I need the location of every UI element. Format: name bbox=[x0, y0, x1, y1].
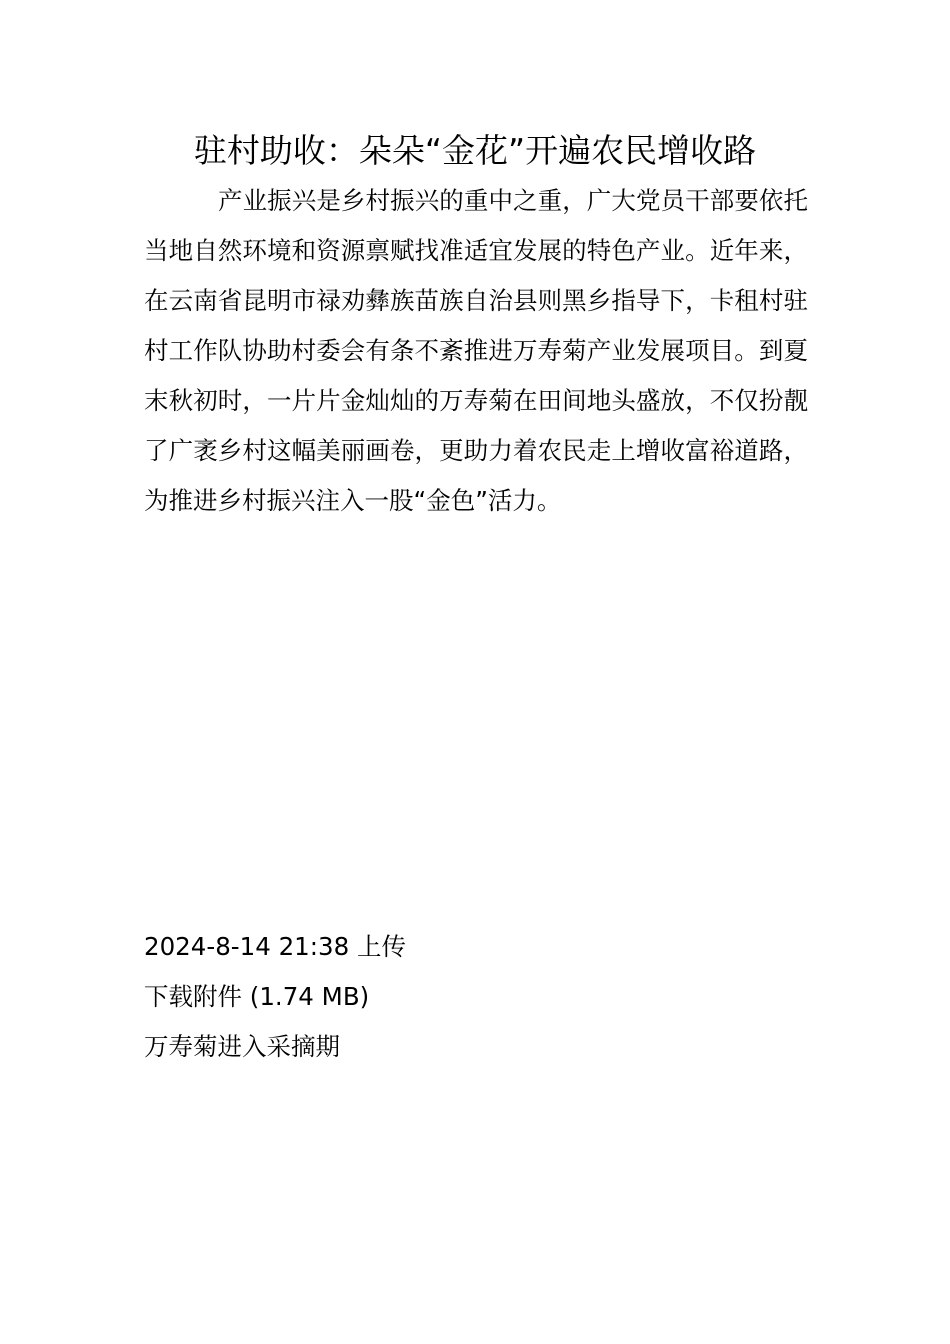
download-attachment-link[interactable]: 下载附件 (1.74 MB) bbox=[144, 982, 370, 1011]
article-title: 驻村助收：朵朵“金花”开遍农民增收路 bbox=[193, 131, 757, 170]
attachment-caption: 万寿菊进入采摘期 bbox=[144, 1032, 340, 1061]
article-body: 产业振兴是乡村振兴的重中之重，广大党员干部要依托当地自然环境和资源禀赋找准适宜发展的特色产业。近年来，在云南省昆明市禄劝彝族苗族自治县则黑乡指导下，卡租村驻村工作队协助村委会有条不紊推进万寿菊产业发展项目。到夏末秋初时，一片片金灿灿的万寿菊在田间地头盛放，不仅扮靓了广袤乡村这幅美丽画卷，更助力着农民走上增收富裕道路，为推进乡村振兴注入一股“金色”活力。 bbox=[144, 186, 808, 515]
upload-timestamp: 2024-8-14 21:38 上传 bbox=[144, 932, 406, 961]
